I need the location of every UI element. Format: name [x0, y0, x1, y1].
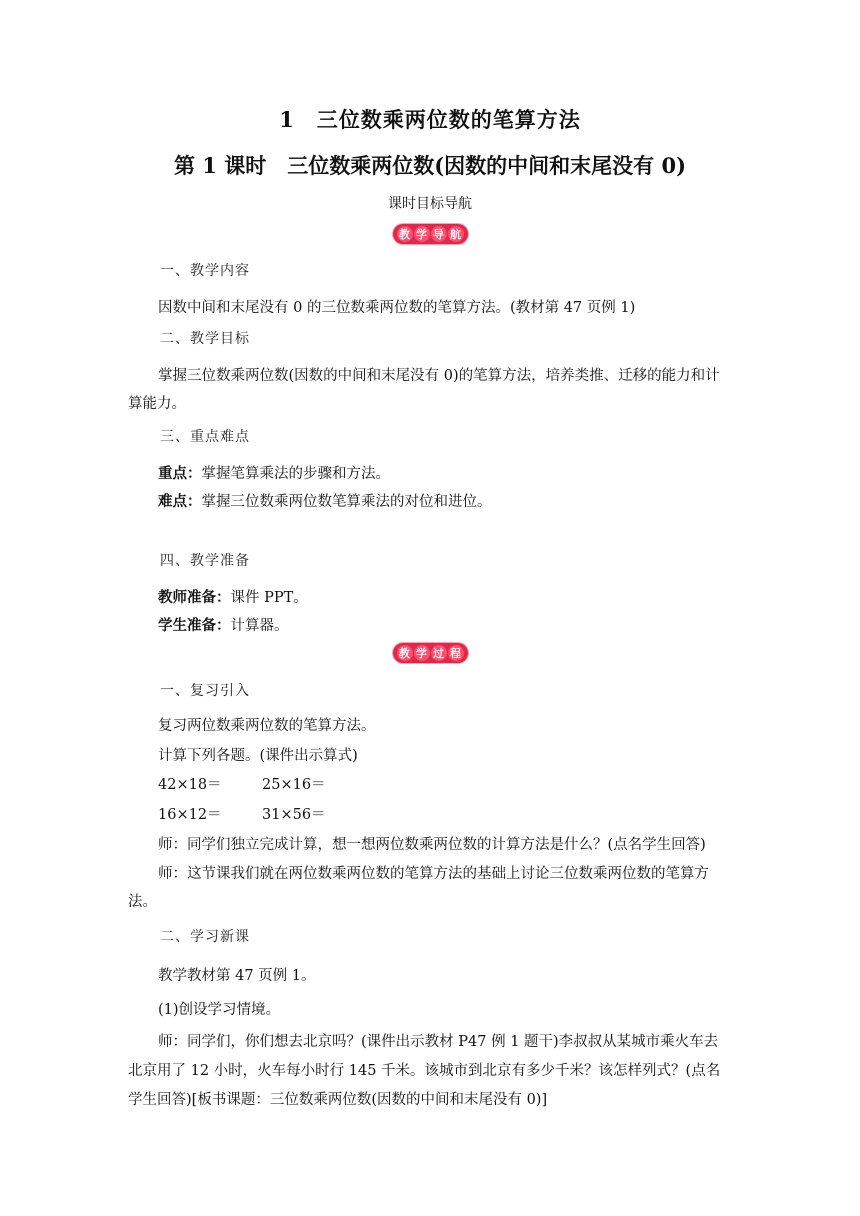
badge-char: 教: [397, 226, 413, 242]
section-heading-key: 三、重点难点: [160, 429, 250, 445]
teacher-prep-text: 课件 PPT。: [230, 590, 308, 606]
content-text: 因数中间和末尾没有 0 的三位数乘两位数的笔算方法。(教材第 47 页例 1): [158, 300, 636, 316]
teacher-question-2-line-2: 法。: [128, 894, 157, 910]
teaching-guide-badge: [0, 224, 860, 246]
teacher-question-3-line-2: 北京用了 12 小时，火车每小时行 145 千米。该城市到北京有多少千米？该怎样列式？(点名: [128, 1063, 721, 1079]
exercise: 16×12＝: [158, 807, 222, 823]
teacher-prep-label: 教师准备：: [158, 589, 231, 606]
key-point: [158, 462, 390, 483]
key-text: 掌握笔算乘法的步骤和方法。: [201, 466, 390, 482]
nav-caption: 课时目标导航: [388, 196, 472, 212]
exercise: 31×56＝: [262, 807, 326, 823]
review-line-2: 计算下列各题。(课件出示算式): [158, 748, 358, 764]
exercise: 42×18＝: [158, 777, 222, 793]
section-heading-review: 一、复习引入: [160, 683, 250, 699]
section-heading-prep: 四、教学准备: [160, 553, 250, 569]
goal-text-line-2: 算能力。: [128, 396, 186, 412]
badge-char: 导: [431, 226, 447, 242]
badge-char: 学: [414, 645, 430, 661]
student-prep-label: 学生准备：: [158, 617, 231, 634]
teacher-question-3-line-3: 学生回答)[板书课题：三位数乘两位数(因数的中间和末尾没有 0)]: [128, 1092, 548, 1108]
lesson-title: 1 三位数乘两位数的笔算方法: [279, 107, 581, 132]
exercise: 25×16＝: [262, 777, 326, 793]
difficulty-label: 难点：: [158, 493, 202, 510]
student-prep: [158, 614, 289, 635]
difficulty-text: 掌握三位数乘两位数笔算乘法的对位和进位。: [201, 494, 492, 510]
teacher-prep: [158, 586, 308, 607]
student-prep-text: 计算器。: [230, 618, 289, 634]
badge-char: 教: [397, 645, 413, 661]
badge-char: 航: [448, 226, 464, 242]
section-heading-goal: 二、教学目标: [160, 331, 250, 347]
goal-text-line-1: 掌握三位数乘两位数(因数的中间和末尾没有 0)的笔算方法，培养类推、迁移的能力和计: [158, 368, 720, 384]
teacher-question-2-line-1: 师：这节课我们就在两位数乘两位数的笔算方法的基础上讨论三位数乘两位数的笔算方: [158, 866, 709, 882]
key-label: 重点：: [158, 465, 202, 482]
badge-char: 过: [431, 645, 447, 661]
badge-char: 学: [414, 226, 430, 242]
new-line-2: (1)创设学习情境。: [158, 1002, 281, 1018]
teacher-question-3-line-1: 师：同学们，你们想去北京吗？(课件出示教材 P47 例 1 题干)李叔叔从某城市乘火车去: [158, 1034, 719, 1050]
teacher-question-1: 师：同学们独立完成计算，想一想两位数乘两位数的计算方法是什么？(点名学生回答): [158, 837, 706, 853]
badge-char: 程: [448, 645, 464, 661]
review-line-1: 复习两位数乘两位数的笔算方法。: [158, 718, 376, 734]
section-heading-new: 二、学习新课: [160, 929, 250, 945]
difficulty-point: [158, 490, 492, 511]
teaching-process-badge: [0, 643, 860, 665]
section-heading-content: 一、教学内容: [160, 263, 250, 279]
new-line-1: 教学教材第 47 页例 1。: [158, 968, 316, 984]
period-title: 第 1 课时 三位数乘两位数(因数的中间和末尾没有 0): [173, 153, 687, 178]
